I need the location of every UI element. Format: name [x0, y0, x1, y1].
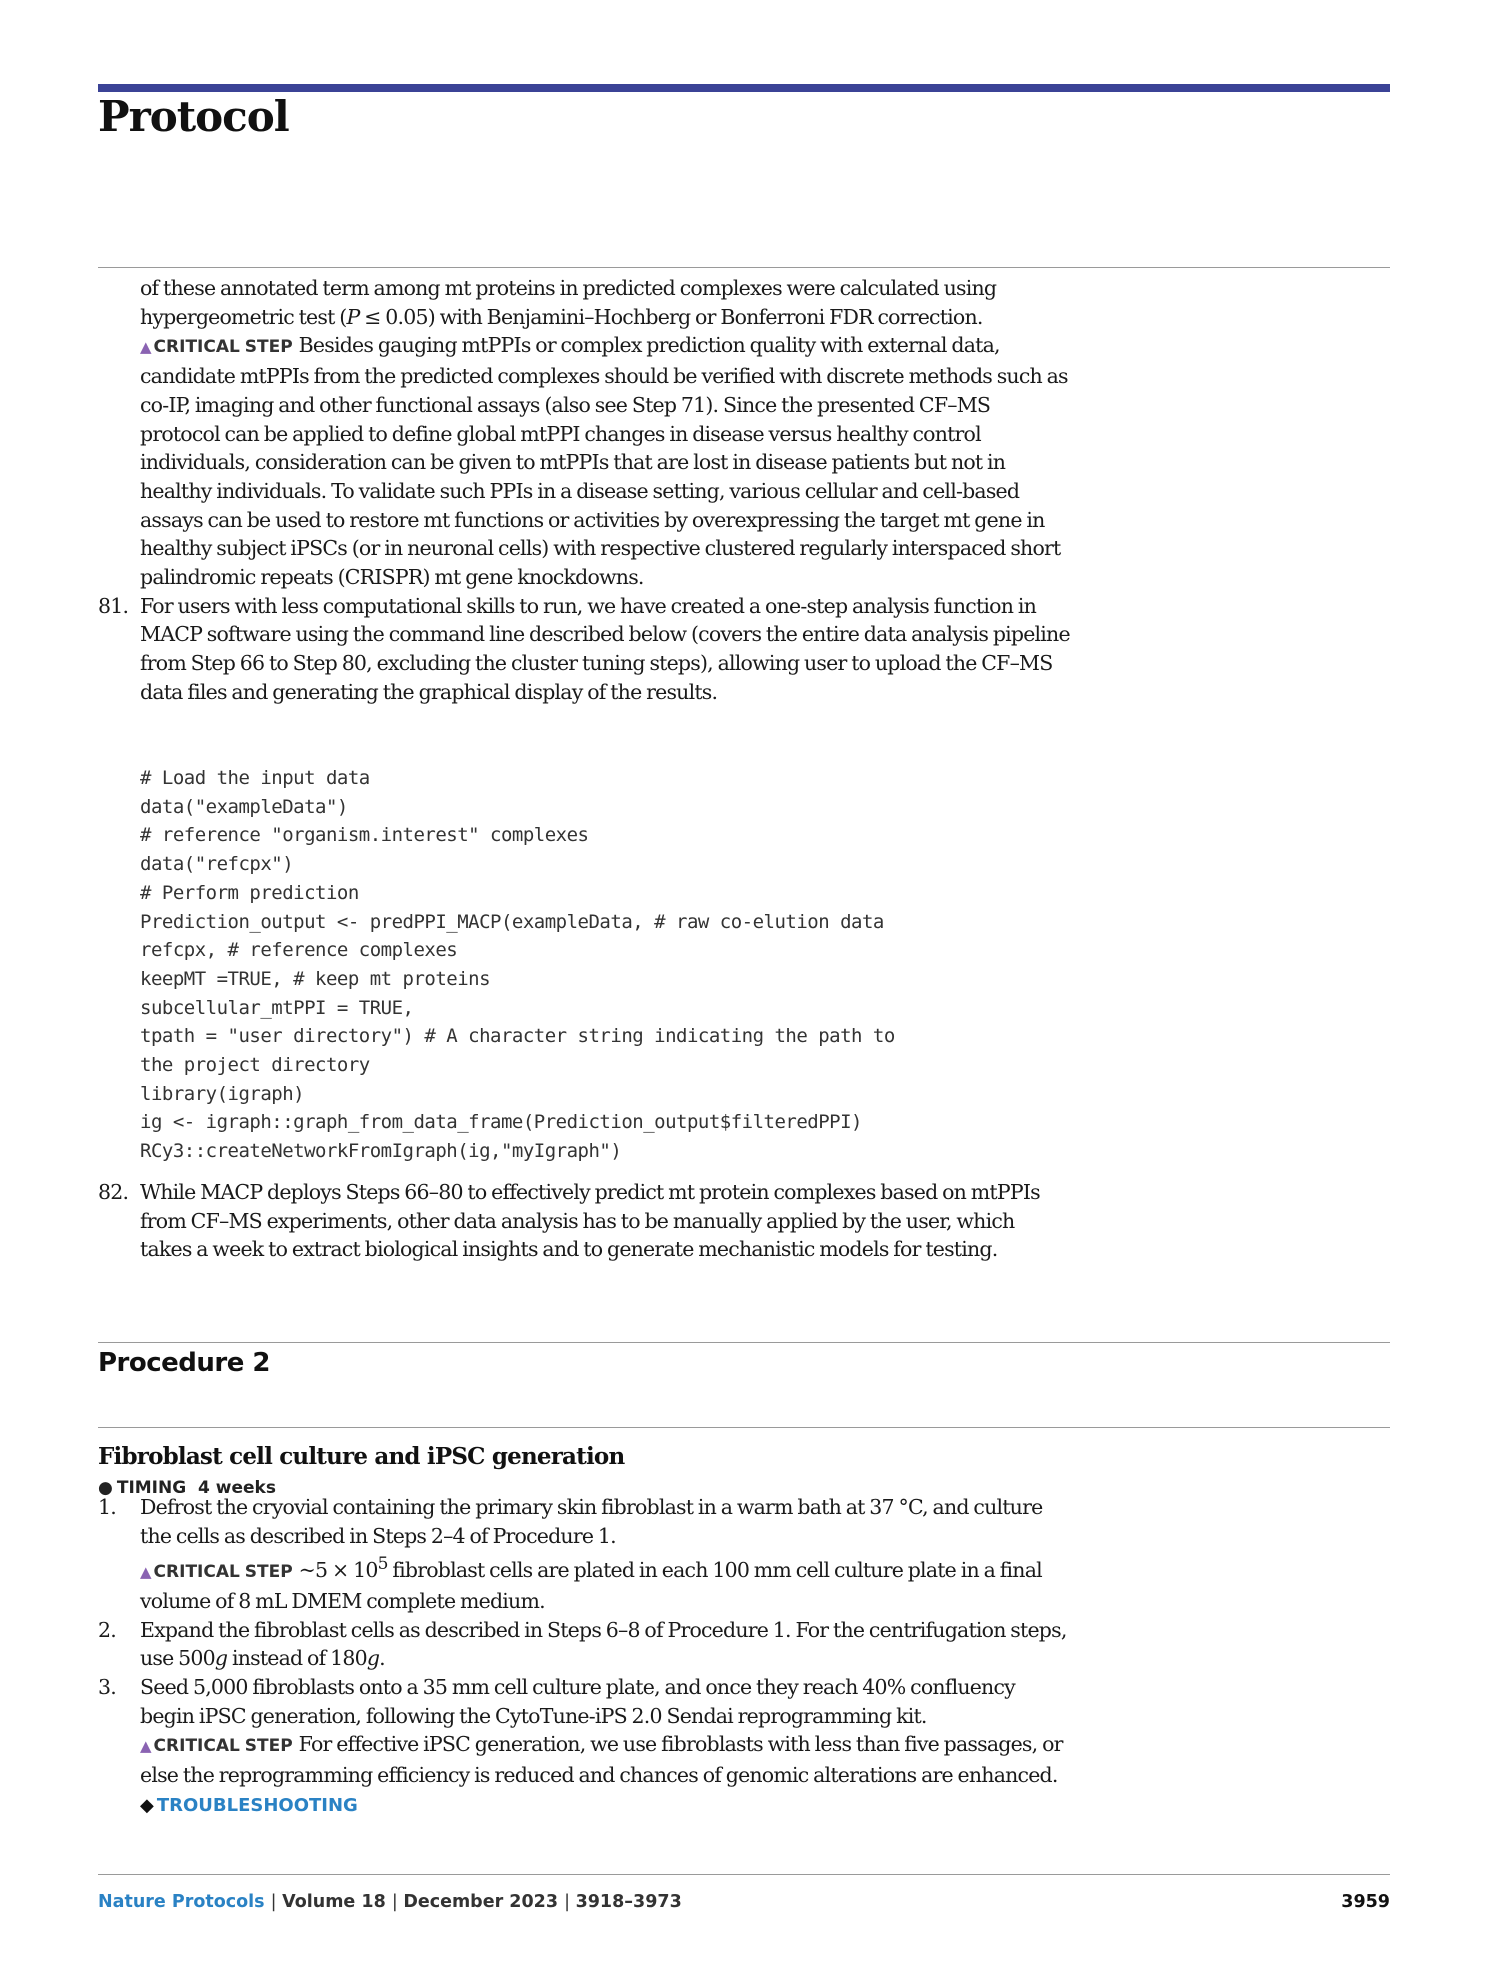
procedure-2-steps — [98, 1493, 1070, 1821]
continuation-paragraph: of these annotated term among mt proteins in predicted complexes were calculated using hypergeometric test (P ≤ 0.05) with Benjamini–Hochberg or Bonferroni FDR correction. — [140, 276, 997, 329]
main-text-block — [98, 274, 1070, 707]
page-footer: Nature Protocols | Volume 18 | December 2023 | 3918–3973 3959 — [98, 1892, 1390, 1912]
critical-triangle-icon: ▲ — [140, 1563, 152, 1582]
divider — [98, 267, 1390, 268]
code-block: # Load the input data data("exampleData") # reference "organism.interest" complexes data("refcpx") # Perform prediction Prediction_output <- predPPI_MACP(exampleData, # raw co-elution data refcpx, # reference complexes keepMT =TRUE, # keep mt proteins subcellular_mtPPI = TRUE, tpath = "user directory") # A character string indicating the path to the project directory library(igraph) ig <- igraph::graph_from_data_frame(Prediction_output$filteredPPI) RCy3::createNetworkFromIgraph(ig,"myIgraph") — [140, 767, 895, 1163]
step-number: 81. — [98, 593, 129, 618]
page-header-title: Protocol — [98, 92, 289, 141]
journal-name[interactable]: Nature Protocols — [98, 1892, 265, 1912]
critical-step-label: ▲ CRITICAL STEP — [140, 1736, 293, 1757]
p-value-symbol: P — [346, 304, 360, 329]
step-82-block — [98, 1178, 1070, 1264]
step-number: 3. — [98, 1675, 116, 1700]
section-heading: Procedure 2 — [98, 1348, 271, 1378]
critical-step-label: ▲ CRITICAL STEP — [140, 337, 293, 358]
step-number: 82. — [98, 1180, 129, 1204]
page-number: 3959 — [1341, 1892, 1390, 1912]
critical-step-note: ▲ CRITICAL STEP For effective iPSC generation, we use fibroblasts with less than five passages, or else the reprogramming efficiency is reduced and chances of genomic alterations are enhanced. — [140, 1732, 1063, 1788]
critical-step-note: ▲ CRITICAL STEP ~5 × $10^5$ fibroblast cells are plated in each 100 mm cell culture plate in a final volume of 8 mL DMEM complete medium. — [140, 1554, 1042, 1613]
procedure-step: 1. Defrost the cryovial containing the primary skin fibroblast in a warm bath at 37 °C, and culture the cells as described in Steps 2–4 of Procedure 1. — [98, 1495, 1043, 1548]
troubleshooting-link[interactable]: ◆ TROUBLESHOOTING — [140, 1794, 358, 1816]
diamond-icon: ◆ — [140, 1794, 154, 1816]
divider — [98, 1427, 1390, 1428]
critical-step-note: ▲ CRITICAL STEP Besides gauging mtPPIs or complex prediction quality with external data, candidate mtPPIs from the predicted complexes should be verified with discrete methods such as co-IP, imaging and other functional assays (also see Step 71). Since the presented CF–MS protocol can be applied to define global mtPPI changes in disease versus healthy control individuals, consideration can be given to mtPPIs that are lost in disease patients but not in healthy individuals. To validate such PPIs in a disease setting, various cellular and cell-based assays can be used to restore mt functions or activities by overexpressing the target mt gene in healthy subject iPSCs (or in neuronal cells) with respective clustered regularly interspaced short palindromic repeats (CRISPR) mt gene knockdowns. — [140, 333, 1068, 590]
critical-step-label: ▲ CRITICAL STEP — [140, 1562, 293, 1583]
timing-bullet-icon: ● — [98, 1478, 113, 1498]
issue-date: December 2023 — [403, 1892, 559, 1912]
step-number: 1. — [98, 1495, 116, 1519]
step-number: 2. — [98, 1617, 116, 1642]
timing-note: ● TIMING 4 weeks — [98, 1478, 276, 1498]
page-range: 3918–3973 — [575, 1892, 682, 1912]
critical-triangle-icon: ▲ — [140, 338, 152, 357]
procedure-step: 2. Expand the fibroblast cells as described in Steps 6–8 of Procedure 1. For the centrifugation steps, use 500g instead of 180g. — [98, 1617, 1067, 1671]
procedure-step: 3. Seed 5,000 fibroblasts onto a 35 mm cell culture plate, and once they reach 40% confluency begin iPSC generation, following the CytoTune-iPS 2.0 Sendai reprogramming kit. — [98, 1675, 1015, 1728]
step-82: 82. While MACP deploys Steps 66–80 to effectively predict mt protein complexes based on mtPPIs from CF–MS experiments, other data analysis has to be manually applied by the user, which takes a week to extract biological insights and to generate mechanistic models for testing. — [98, 1180, 1040, 1262]
critical-triangle-icon: ▲ — [140, 1737, 152, 1756]
volume: Volume 18 — [282, 1892, 386, 1912]
header-accent-bar — [98, 84, 1390, 92]
divider — [98, 1342, 1390, 1343]
step-81: 81. For users with less computational skills to run, we have created a one-step analysis function in MACP software using the command line described below (covers the entire data analysis pipeline from Step 66 to Step 80, excluding the cluster tuning steps), allowing user to upload the CF–MS data files and generating the graphical display of the results. — [98, 593, 1070, 704]
divider — [98, 1874, 1390, 1875]
subsection-heading: Fibroblast cell culture and iPSC generation — [98, 1443, 625, 1470]
